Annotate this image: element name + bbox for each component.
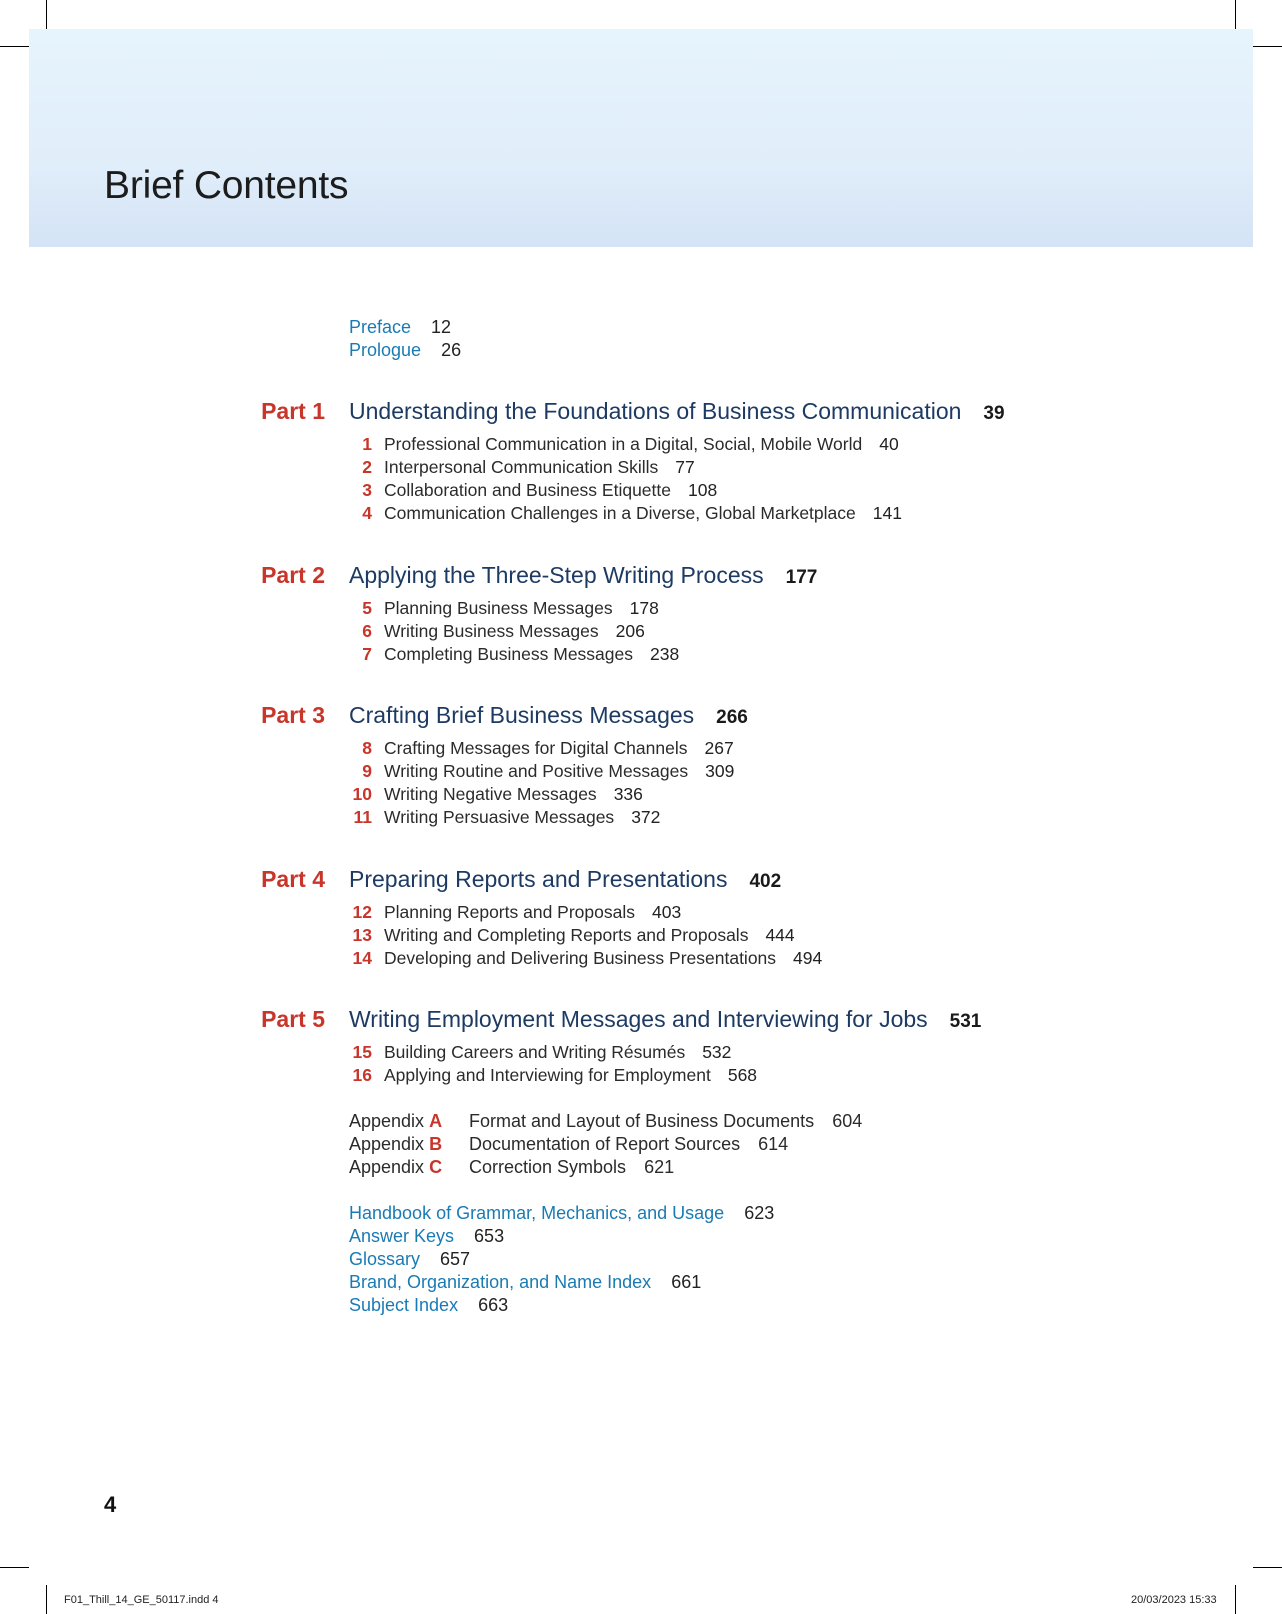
appendix-entry-c[interactable] [349,1157,675,1178]
toc-entry-page: 663 [478,1295,509,1315]
chapter-number: 14 [352,948,372,968]
chapter-title: Communication Challenges in a Diverse, Global Marketplace [384,503,856,523]
toc-entry-label: Glossary [349,1249,421,1269]
appendix-page: 614 [758,1134,789,1154]
chapter-page: 532 [702,1042,732,1062]
part-page: 266 [716,707,748,728]
toc-entry-answer-keys[interactable] [349,1226,504,1247]
part-title: Writing Employment Messages and Interviewing for Jobs [349,1006,928,1032]
chapter-page: 309 [705,761,735,781]
toc-entry-label: Prologue [349,340,422,360]
part-page: 402 [749,871,782,892]
chapter-page: 108 [688,480,718,500]
appendix-letter: C [429,1157,443,1177]
chapter-page: 178 [629,598,659,618]
part-title: Crafting Brief Business Messages [349,702,695,728]
toc-entry-handbook[interactable] [349,1203,774,1224]
chapter-number: 13 [352,925,372,945]
toc-entry-page: 661 [671,1272,702,1292]
part-label: Part 3 [261,702,325,728]
toc-entry-label: Brand, Organization, and Name Index [349,1272,652,1292]
toc-entry-page: 657 [440,1249,471,1269]
appendix-page: 621 [644,1157,675,1177]
appendix-title: Documentation of Report Sources [469,1134,741,1154]
part-page: 177 [785,567,818,588]
part-label: Part 2 [261,562,325,588]
chapter-number: 10 [352,784,372,804]
toc-entry-label: Answer Keys [349,1226,455,1246]
chapter-title: Writing Negative Messages [384,784,597,804]
chapter-number: 16 [352,1065,372,1085]
appendix-letter: B [429,1134,443,1154]
chapter-number: 3 [362,480,372,500]
appendix-letter: A [429,1111,443,1131]
toc-entry-subject-index[interactable] [349,1295,508,1316]
chapter-number: 6 [362,621,372,641]
chapter-page: 372 [631,807,661,827]
appendix-entry-a[interactable] [349,1111,863,1132]
chapter-page: 403 [652,902,682,922]
slug-filename: F01_Thill_14_GE_50117.indd 4 [64,1594,219,1606]
chapter-title: Collaboration and Business Etiquette [384,480,671,500]
chapter-title: Writing Persuasive Messages [384,807,615,827]
chapter-title: Planning Reports and Proposals [384,902,635,922]
chapter-number: 7 [362,644,372,664]
appendix-word: Appendix [349,1157,425,1177]
chapter-page: 77 [675,457,695,477]
chapter-number: 4 [362,503,372,523]
chapter-number: 11 [353,807,372,827]
toc-entry-prologue[interactable] [349,340,461,361]
chapter-page: 141 [872,503,902,523]
part-page: 531 [949,1011,982,1032]
chapter-title: Developing and Delivering Business Presentations [384,948,777,968]
chapter-title: Writing Routine and Positive Messages [384,761,689,781]
chapter-title: Crafting Messages for Digital Channels [384,738,688,758]
chapter-title: Professional Communication in a Digital, Social, Mobile World [384,434,863,454]
chapter-number: 5 [362,598,372,618]
appendix-entry-b[interactable] [349,1134,789,1155]
toc-entry-name-index[interactable] [349,1272,701,1293]
appendix-title: Correction Symbols [469,1157,627,1177]
page-title: Brief Contents [104,164,349,207]
toc-entry-preface[interactable] [349,317,451,338]
chapter-title: Applying and Interviewing for Employment [384,1065,711,1085]
toc-entry-glossary[interactable] [349,1249,470,1270]
toc-entry-page: 653 [474,1226,505,1246]
chapter-number: 15 [352,1042,372,1062]
chapter-number: 8 [362,738,372,758]
part-label: Part 5 [261,1006,325,1032]
part-title: Applying the Three-Step Writing Process [349,562,764,588]
appendix-word: Appendix [349,1134,425,1154]
chapter-title: Planning Business Messages [384,598,613,618]
part-title: Understanding the Foundations of Business Communication [349,398,962,424]
chapter-number: 2 [362,457,372,477]
appendix-title: Format and Layout of Business Documents [469,1111,815,1131]
chapter-page: 267 [704,738,734,758]
chapter-title: Interpersonal Communication Skills [384,457,659,477]
appendix-page: 604 [832,1111,863,1131]
part-page: 39 [983,403,1005,424]
part-label: Part 4 [261,866,325,892]
chapter-title: Writing and Completing Reports and Proposals [384,925,749,945]
toc-entry-page: 12 [431,317,452,337]
part-label: Part 1 [261,398,325,424]
toc-entry-page: 623 [744,1203,775,1223]
toc-entry-label: Subject Index [349,1295,459,1315]
slug-timestamp: 20/03/2023 15:33 [1131,1594,1217,1606]
chapter-page: 206 [615,621,645,641]
chapter-number: 1 [362,434,372,454]
chapter-title: Completing Business Messages [384,644,634,664]
chapter-title: Building Careers and Writing Résumés [384,1042,686,1062]
toc-entry-label: Preface [349,317,412,337]
chapter-page: 40 [879,434,899,454]
chapter-page: 444 [765,925,795,945]
part-title: Preparing Reports and Presentations [349,866,728,892]
toc-entry-page: 26 [441,340,462,360]
chapter-page: 494 [793,948,823,968]
page-number: 4 [104,1492,117,1517]
chapter-page: 238 [650,644,680,664]
toc-entry-label: Handbook of Grammar, Mechanics, and Usage [349,1203,725,1223]
chapter-page: 568 [727,1065,758,1085]
appendix-word: Appendix [349,1111,425,1131]
chapter-title: Writing Business Messages [384,621,599,641]
chapter-page: 336 [613,784,643,804]
chapter-number: 9 [362,761,372,781]
chapter-number: 12 [352,902,372,922]
